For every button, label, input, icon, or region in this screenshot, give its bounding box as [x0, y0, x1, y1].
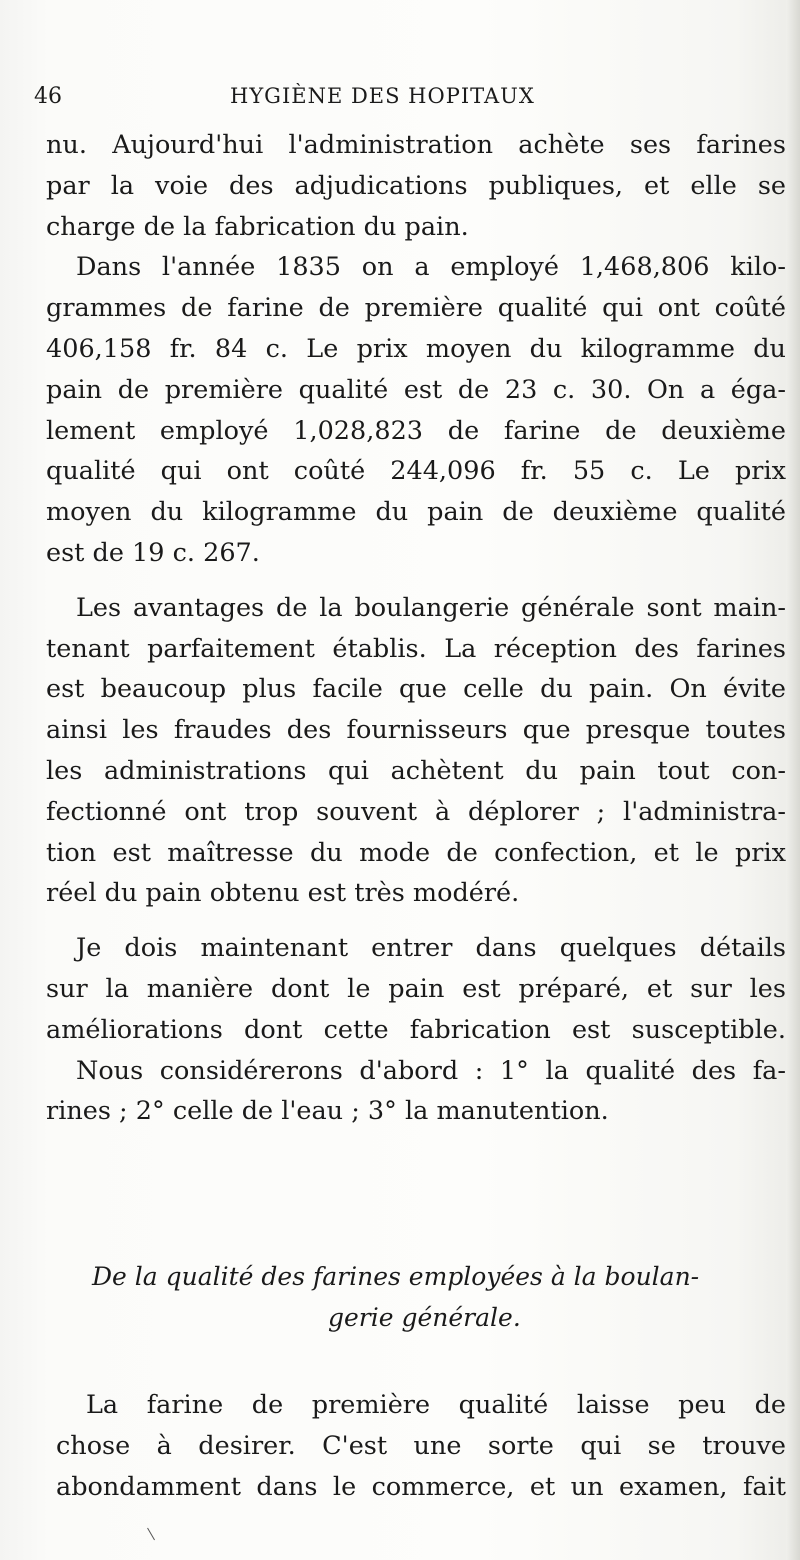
text-line: qualité qui ont coûté 244,096 fr. 55 c. Le prix: [46, 456, 786, 487]
text-line: 406,158 fr. 84 c. Le prix moyen du kilogramme du: [46, 333, 786, 364]
text-line: sur la manière dont le pain est préparé, et sur les: [46, 973, 786, 1004]
text-line: lement employé 1,028,823 de farine de deuxième: [46, 415, 786, 446]
text-line: grammes de farine de première qualité qui ont coûté: [46, 293, 786, 324]
text-line: nu. Aujourd'hui l'administration achète ses farines: [46, 130, 786, 160]
running-title: HYGIÈNE DES HOPITAUX: [230, 84, 535, 108]
text-line: abondamment dans le commerce, et un examen, fait: [56, 1471, 786, 1502]
text-line: améliorations dont cette fabrication est susceptible.: [46, 1014, 786, 1045]
section-heading-line-1: De la qualité des farines employées à la boulan-: [92, 1262, 700, 1291]
text-line: Je dois maintenant entrer dans quelques détails: [76, 933, 786, 964]
text-line: est beaucoup plus facile que celle du pain. On évite: [46, 674, 786, 705]
text-line: Dans l'année 1835 on a employé 1,468,806 kilo-: [76, 252, 786, 283]
running-head: [34, 78, 784, 114]
text-line: fectionné ont trop souvent à déplorer ; l'administra-: [46, 796, 786, 827]
page-gutter-shadow: [786, 0, 800, 1560]
text-line: Les avantages de la boulangerie générale sont main-: [76, 592, 786, 623]
text-line: Nous considérerons d'abord : 1° la qualité des fa-: [76, 1055, 786, 1086]
text-line: tenant parfaitement établis. La réception des farines: [46, 633, 786, 664]
body-text-continued: [56, 1385, 786, 1507]
text-line: La farine de première qualité laisse peu de: [86, 1390, 786, 1420]
text-line: ainsi les fraudes des fournisseurs que presque toutes: [46, 715, 786, 746]
text-line: les administrations qui achètent du pain tout con-: [46, 755, 786, 786]
page-number: 46: [34, 84, 62, 109]
text-line: par la voie des adjudications publiques, et elle se: [46, 170, 786, 201]
text-line: rines ; 2° celle de l'eau ; 3° la manutention.: [46, 1096, 609, 1127]
text-line: réel du pain obtenu est très modéré.: [46, 878, 520, 909]
text-line: est de 19 c. 267.: [46, 537, 260, 568]
body-text: [46, 125, 786, 1132]
text-line: pain de première qualité est de 23 c. 30. On a éga-: [46, 374, 786, 405]
text-line: charge de la fabrication du pain.: [46, 211, 469, 242]
stray-ink-mark: [147, 1524, 162, 1541]
section-heading: [92, 1257, 786, 1339]
section-heading-line-2: gerie générale.: [328, 1302, 521, 1332]
text-line: tion est maîtresse du mode de confection, et le prix: [46, 837, 786, 868]
text-line: moyen du kilogramme du pain de deuxième qualité: [46, 497, 786, 528]
text-line: chose à desirer. C'est une sorte qui se trouve: [56, 1430, 786, 1461]
